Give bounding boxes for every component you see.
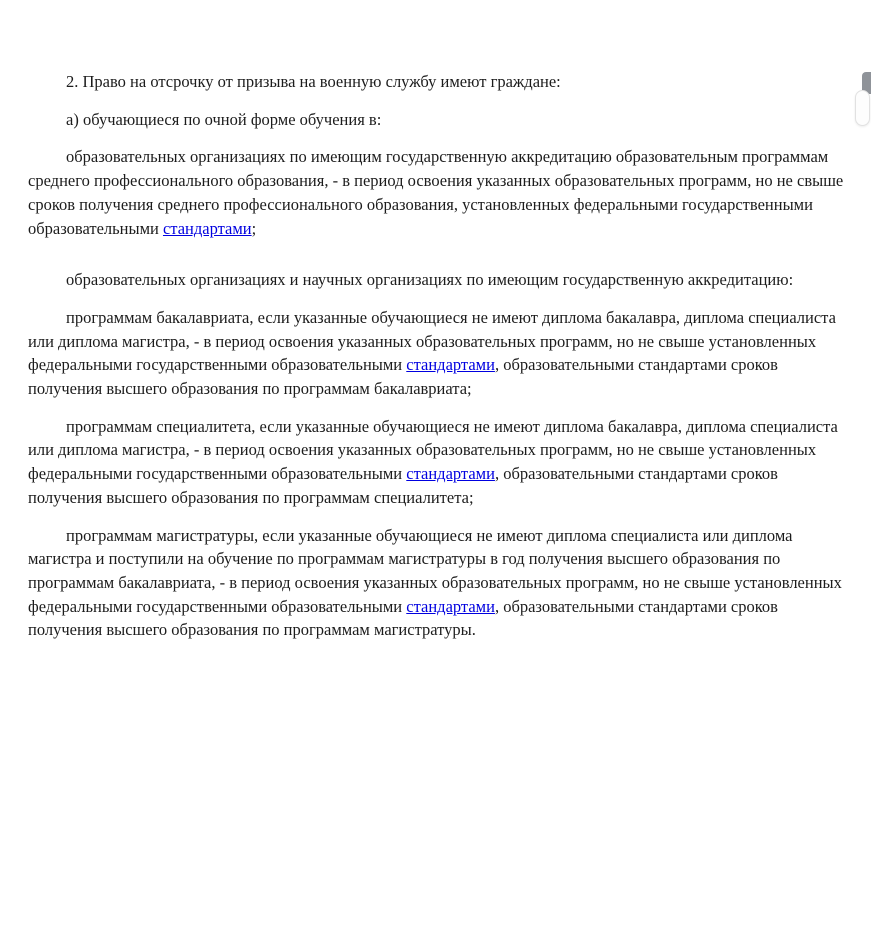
paragraph-item-a [28, 108, 845, 132]
standards-link[interactable]: стандартами [406, 464, 495, 484]
paragraph-text: , образовательными стандартами сроков получения высшего образования по программам специалитета; [28, 464, 778, 507]
paragraph-text: , образовательными стандартами сроков получения высшего образования по программам бакалавриата; [28, 355, 778, 399]
standards-link[interactable]: стандартами [406, 355, 495, 375]
paragraph-bachelor [28, 306, 845, 401]
paragraph-text: , образовательными стандартами сроков получения высшего образования по программам магистратуры. [28, 596, 778, 640]
paragraph-specialist [28, 415, 845, 510]
paragraph-master [28, 524, 845, 643]
paragraph-text: программам магистратуры, если указанные обучающиеся не имеют диплома специалиста или диплома магистра и поступили на обучение по программам магистратуры в год получения высшего образования по программам бакалавриата, - в период освоения указанных образовательных программ, но не свыше установленных федеральными государственными образовательными [28, 525, 842, 616]
paragraph-text: а) обучающиеся по очной форме обучения в: [66, 109, 382, 129]
paragraph-text: программам специалитета, если указанные обучающиеся не имеют диплома бакалавра, диплома специалиста или диплома магистра, - в период освоения указанных образовательных программ, но не свыше установленных федеральными государственными образовательными [28, 416, 838, 484]
paragraph-text: 2. Право на отсрочку от призыва на военную службу имеют граждане: [66, 72, 561, 91]
scrollbar-thumb[interactable] [855, 90, 870, 126]
paragraph-accreditation [28, 268, 845, 292]
paragraph-intro [28, 70, 845, 94]
paragraph-text: ; [251, 218, 257, 238]
paragraph-spo [28, 145, 845, 240]
paragraph-text: образовательных организациях по имеющим государственную аккредитацию образовательным программам среднего профессионального образования, - в период освоения указанных образовательных программ, но не свыше сроков получения среднего профессионального образования, установленных федеральными государственными образовательными [28, 147, 844, 238]
standards-link[interactable]: стандартами [162, 218, 252, 238]
paragraph-text: программам бакалавриата, если указанные обучающиеся не имеют диплома бакалавра, диплома специалиста или диплома магистра, - в период освоения указанных образовательных программ, но не свыше установленных федеральными государственными образовательными [28, 307, 836, 375]
paragraph-text: образовательных организациях и научных организациях по имеющим государственную аккредитацию: [66, 270, 794, 290]
standards-link[interactable]: стандартами [406, 596, 495, 616]
